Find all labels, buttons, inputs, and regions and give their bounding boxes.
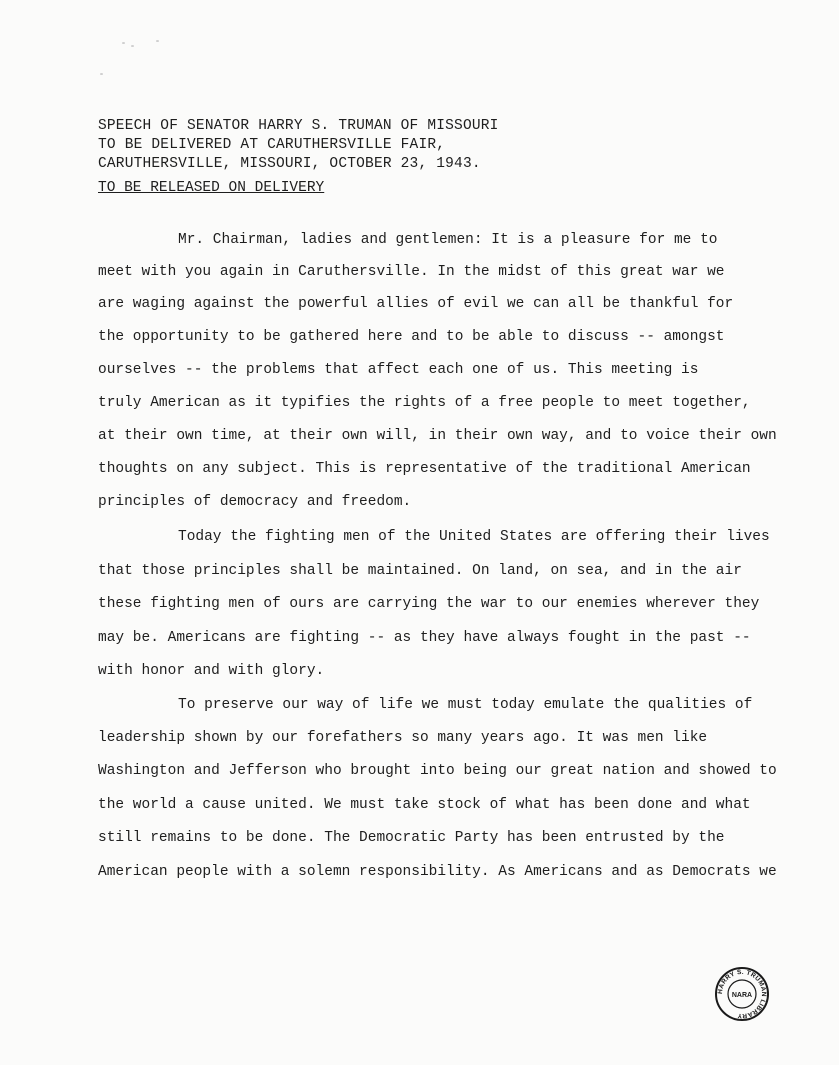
body-line: Today the fighting men of the United States are offering their lives [178, 529, 770, 545]
paper-speck [122, 42, 125, 44]
library-stamp [714, 966, 770, 1022]
body-line: at their own time, at their own will, in their own way, and to voice their own [98, 428, 777, 444]
body-line: American people with a solemn responsibility. As Americans and as Democrats we [98, 864, 777, 880]
body-line: that those principles shall be maintained. On land, on sea, and in the air [98, 563, 742, 579]
body-line: still remains to be done. The Democratic Party has been entrusted by the [98, 830, 725, 846]
body-line: the opportunity to be gathered here and to be able to discuss -- amongst [98, 329, 725, 345]
body-line: are waging against the powerful allies of evil we can all be thankful for [98, 296, 734, 312]
body-line: with honor and with glory. [98, 663, 325, 679]
body-line: Washington and Jefferson who brought into being our great nation and showed to [98, 763, 777, 779]
stamp-seal-icon [714, 966, 770, 1022]
body-line: may be. Americans are fighting -- as they have always fought in the past -- [98, 630, 751, 646]
paper-speck [131, 45, 134, 47]
body-line: these fighting men of ours are carrying the war to our enemies wherever they [98, 596, 760, 612]
header-line-2: TO BE DELIVERED AT CARUTHERSVILLE FAIR, [98, 137, 446, 153]
header-line-1: SPEECH OF SENATOR HARRY S. TRUMAN OF MISSOURI [98, 118, 499, 134]
body-line: the world a cause united. We must take stock of what has been done and what [98, 797, 751, 813]
body-line: ourselves -- the problems that affect each one of us. This meeting is [98, 362, 699, 378]
body-line: principles of democracy and freedom. [98, 494, 412, 510]
body-line: thoughts on any subject. This is representative of the traditional American [98, 461, 751, 477]
body-line: Mr. Chairman, ladies and gentlemen: It is a pleasure for me to [178, 232, 718, 248]
header-line-3: CARUTHERSVILLE, MISSOURI, OCTOBER 23, 1943. [98, 156, 481, 172]
stamp-text: HARRY S. TRUMAN LIBRARY [716, 968, 768, 1020]
body-line: meet with you again in Caruthersville. In the midst of this great war we [98, 264, 725, 280]
paper-speck [156, 40, 159, 42]
body-line: To preserve our way of life we must today emulate the qualities of [178, 697, 753, 713]
stamp-center-text: NARA [731, 992, 753, 999]
paper-speck [100, 73, 103, 75]
release-note: TO BE RELEASED ON DELIVERY [98, 180, 325, 196]
body-line: truly American as it typifies the rights of a free people to meet together, [98, 395, 751, 411]
body-line: leadership shown by our forefathers so many years ago. It was men like [98, 730, 708, 746]
